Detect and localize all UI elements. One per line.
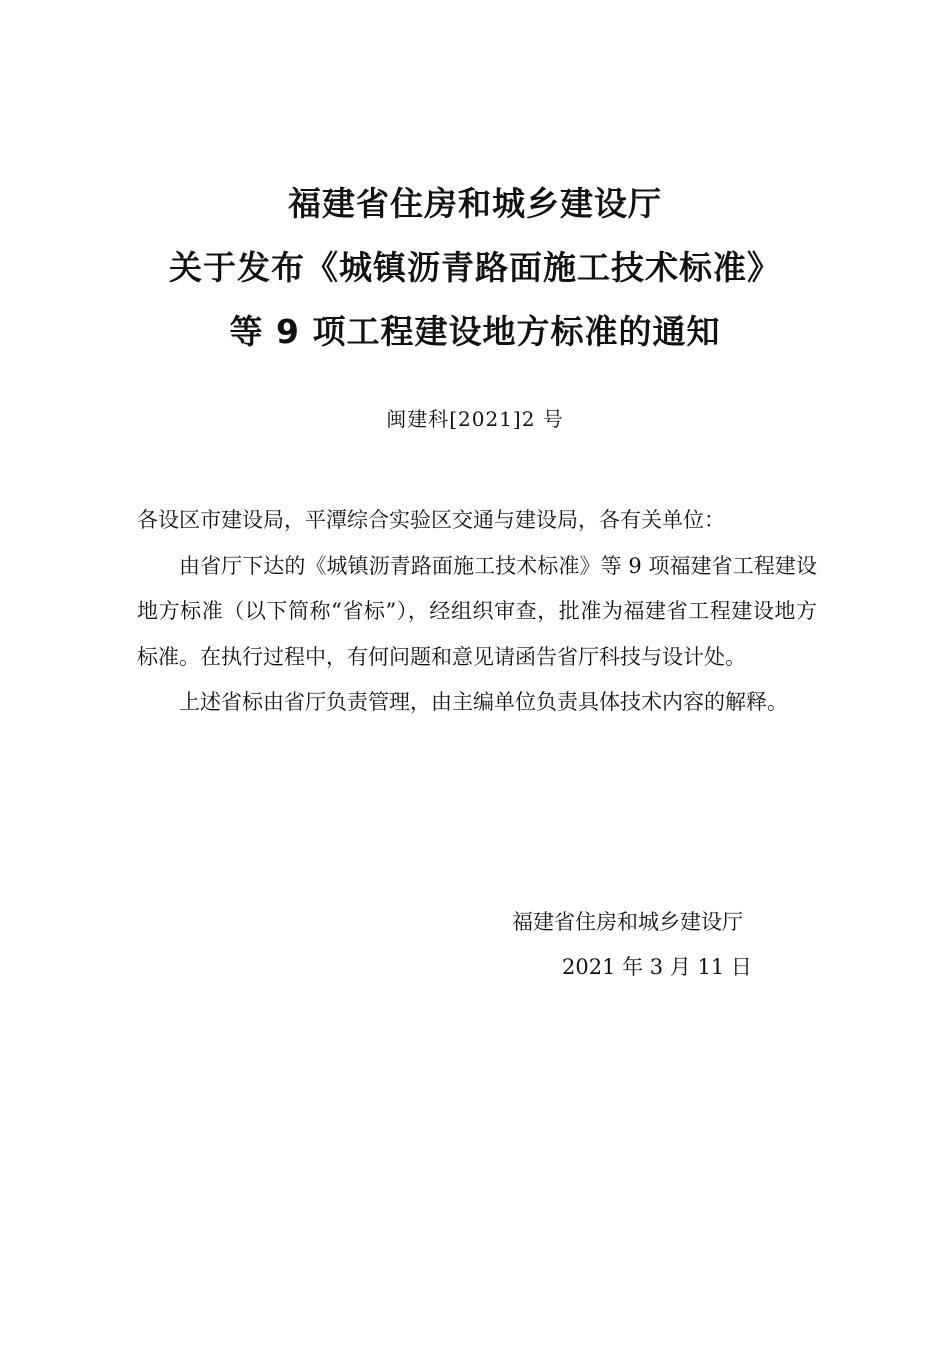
- signature-organization: 福建省住房和城乡建设厅: [512, 910, 743, 934]
- document-title: [0, 172, 950, 364]
- title-line-1: 福建省住房和城乡建设厅: [288, 184, 662, 223]
- document-number: 闽建科[2021]2 号: [386, 407, 564, 431]
- title-line-2: 关于发布《城镇沥青路面施工技术标准》: [169, 248, 781, 287]
- paragraph-1: 由省厅下达的《城镇沥青路面施工技术标准》等 9 项福建省工程建设地方标准（以下简称“省标”），经组织审查，批准为福建省工程建设地方标准。在执行过程中，有何问题和意见请函告省厅科技与设计处。: [137, 553, 817, 669]
- paragraph-2: 上述省标由省厅负责管理，由主编单位负责具体技术内容的解释。: [179, 690, 788, 714]
- title-line-3: 等 9 项工程建设地方标准的通知: [229, 312, 721, 351]
- document-body: [137, 498, 817, 726]
- addressee: 各设区市建设局，平潭综合实验区交通与建设局，各有关单位：: [137, 508, 725, 532]
- signature-date: 2021 年 3 月 11 日: [562, 955, 752, 979]
